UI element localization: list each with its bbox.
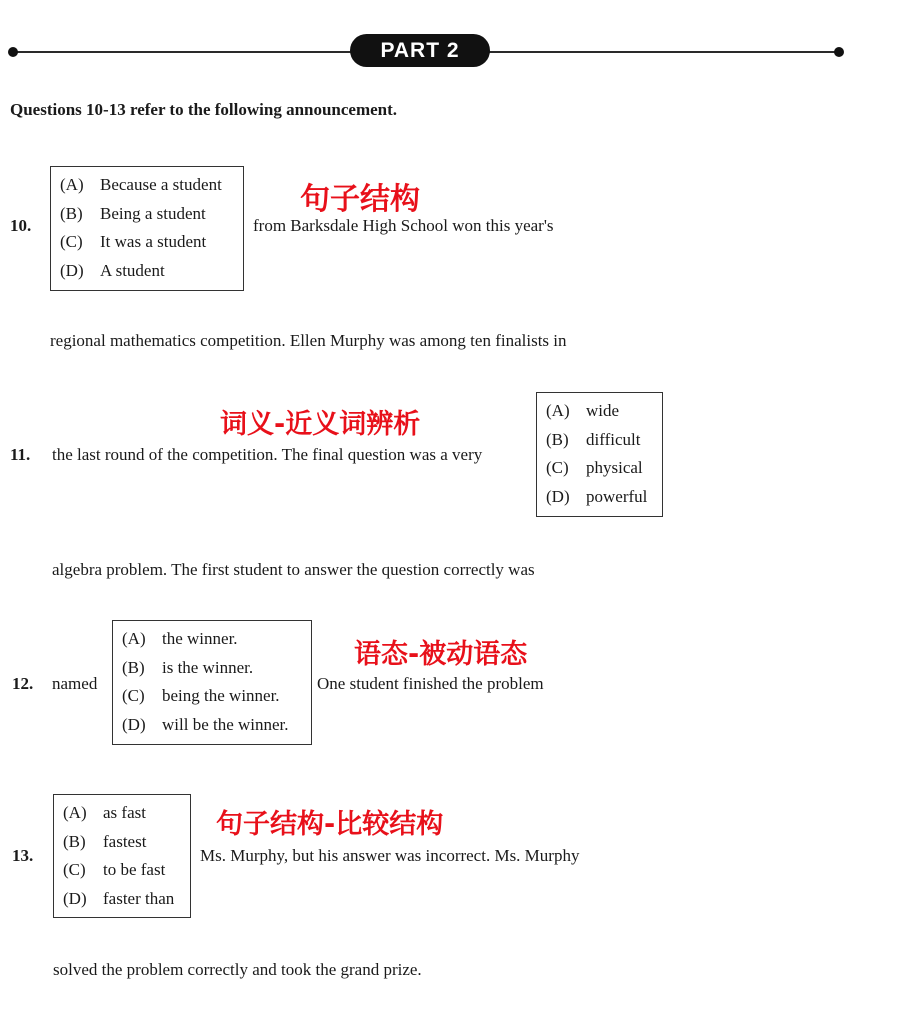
handwritten-annotation: 词义-近义词辨析 — [220, 409, 421, 440]
option-d[interactable]: (D) faster than — [63, 888, 175, 908]
question-number: 13. — [12, 846, 34, 865]
option-c[interactable]: (C) physical — [546, 458, 643, 478]
question-text: from Barksdale High School won this year's — [253, 216, 554, 235]
option-a[interactable]: (A) as fast — [63, 803, 146, 822]
question-text: Ms. Murphy, but his answer was incorrect. Ms. Murphy — [200, 846, 580, 865]
answer-choices-box — [50, 166, 244, 291]
option-b[interactable]: (B) difficult — [546, 429, 641, 449]
answer-choices-box — [53, 794, 191, 918]
continuation-text: solved the problem correctly and took the grand prize. — [53, 960, 422, 979]
question-number: 10. — [10, 216, 32, 235]
question-number: 11. — [10, 445, 31, 464]
option-c[interactable]: (C) It was a student — [60, 232, 207, 252]
option-d[interactable]: (D) powerful — [546, 486, 648, 506]
option-d[interactable]: (D) will be the winner. — [122, 714, 289, 734]
handwritten-annotation: 语态-被动语态 — [354, 639, 528, 670]
handwritten-annotation: 句子结构 — [300, 182, 420, 217]
header-rule-left — [12, 51, 352, 53]
continuation-text: regional mathematics competition. Ellen Murphy was among ten finalists in — [50, 331, 567, 350]
header-dot-left — [8, 47, 18, 57]
intro-heading: Questions 10-13 refer to the following announcement. — [10, 100, 398, 119]
option-b[interactable]: (B) is the winner. — [122, 657, 254, 677]
option-a[interactable]: (A) Because a student — [60, 175, 222, 194]
question-text-after: One student finished the problem — [317, 674, 544, 693]
header-rule-right — [488, 51, 838, 53]
handwritten-annotation: 句子结构-比较结构 — [216, 809, 444, 840]
part-label: PART 2 — [350, 34, 490, 67]
option-c[interactable]: (C) being the winner. — [122, 686, 280, 706]
header-dot-right — [834, 47, 844, 57]
continuation-text: algebra problem. The first student to answer the question correctly was — [52, 560, 535, 579]
option-b[interactable]: (B) Being a student — [60, 203, 206, 223]
question-text: named — [52, 674, 98, 693]
option-a[interactable]: (A) the winner. — [122, 629, 238, 648]
answer-choices-box — [112, 620, 312, 745]
option-c[interactable]: (C) to be fast — [63, 860, 166, 880]
question-number: 12. — [12, 674, 34, 693]
option-b[interactable]: (B) fastest — [63, 831, 147, 851]
answer-choices-box — [536, 392, 663, 517]
question-text: the last round of the competition. The final question was a very — [52, 445, 483, 464]
option-d[interactable]: (D) A student — [60, 260, 165, 280]
option-a[interactable]: (A) wide — [546, 401, 620, 420]
